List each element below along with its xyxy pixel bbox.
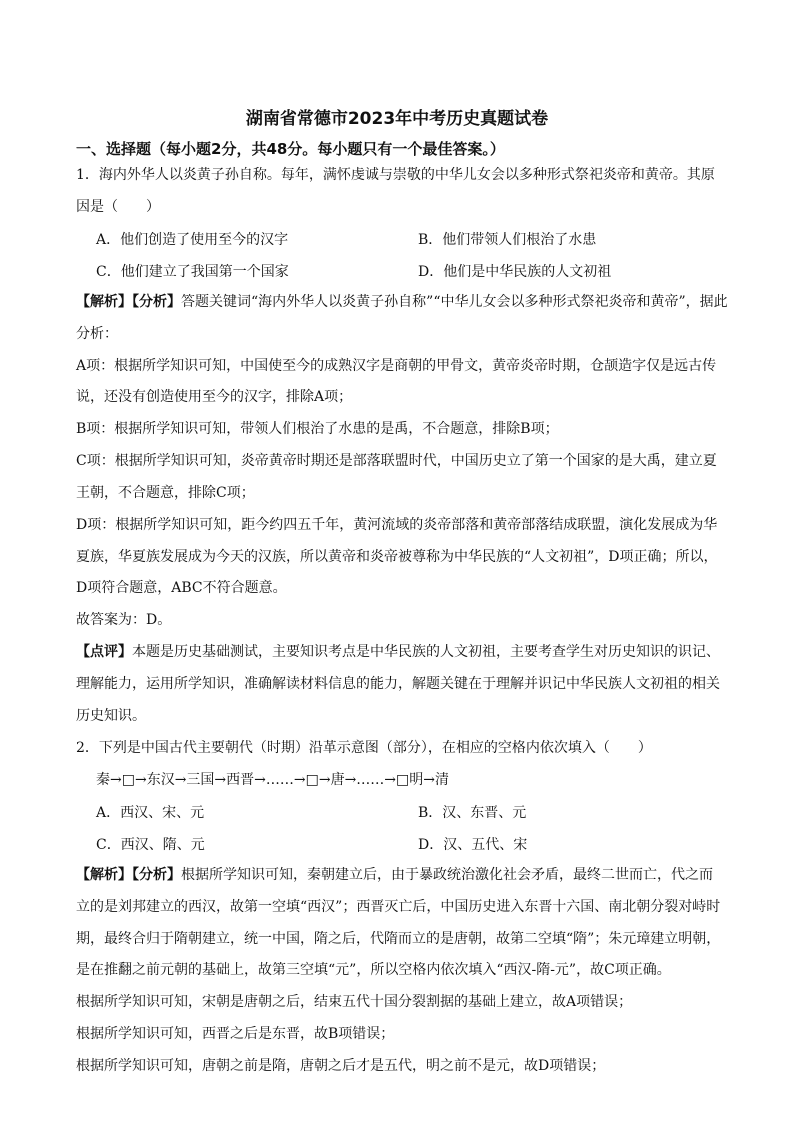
q2-option-d: D．汉、五代、宋 [418,837,528,853]
q2-option-a: A．西汉、宋、元 [96,805,205,821]
q2-analysis-line-3: 期，最终合归于隋朝建立，统一中国，隋之后，代隋而立的是唐朝，故第二空填“隋”；朱元璋建立明朝， [76,931,721,947]
q1-analysis-line-2: 分析： [76,326,118,342]
q2-option-c: C．西汉、隋、元 [96,837,205,853]
q1-comment-line-3: 历史知识。 [76,708,146,724]
q1-analysis-line-6: C项：根据所学知识可知，炎帝黄帝时期还是部落联盟时代，中国历史立了第一个国家的是大禹，建立夏 [76,453,717,469]
page-title: 湖南省常德市2023年中考历史真题试卷 [245,109,549,129]
q1-analysis-line-5: B项：根据所学知识可知，带领人们根治了水患的是禹，不合题意，排除B项； [76,421,559,437]
q1-option-c: C．他们建立了我国第一个国家 [96,264,289,280]
q1-analysis-line-7: 王朝，不合题意，排除C项； [76,485,255,501]
q2-tag-fenxi: 【分析】 [132,867,181,883]
q1-comment-line-1 [76,643,726,661]
q1-answer: 故答案为：D。 [76,612,172,628]
q1-analysis-line-4: 说，还没有创造使用至今的汉字，排除A项； [76,389,353,405]
q1-comment-text-1: 本题是历史基础测试，主要知识考点是中华民族的人文初祖，主要考查学生对历史知识的识记、 [132,644,720,660]
q2-option-b: B．汉、东晋、元 [418,805,527,821]
q1-stem-line-2: 因是（ ） [76,199,160,215]
q1-analysis-line-8: D项：根据所学知识可知，距今约四五千年，黄河流域的炎帝部落和黄帝部落结成联盟，演化发展成为华 [76,517,718,533]
section-heading: 一、选择题（每小题2分，共48分。每小题只有一个最佳答案。） [76,140,505,158]
q1-analysis-line-10: D项符合题意，ABC不符合题意。 [76,580,287,596]
q2-analysis-text-1: 根据所学知识可知，秦朝建立后，由于暴政统治激化社会矛盾，最终二世而亡，代之而 [181,867,713,883]
q2-analysis-line-5: 根据所学知识可知，宋朝是唐朝之后，结束五代十国分裂割据的基础上建立，故A项错误； [76,994,633,1010]
q1-analysis-line-1 [76,293,726,311]
q2-analysis-line-7: 根据所学知识可知，唐朝之前是隋，唐朝之后才是五代，明之前不是元，故D项错误； [76,1058,606,1074]
q2-dynasty-sequence: 秦→□→东汉→三国→西晋→……→□→唐→……→□明→清 [96,772,449,788]
q1-stem-line-1: 1．海内外华人以炎黄子孙自称。每年，满怀虔诚与崇敬的中华儿女会以多种形式祭祀炎帝和黄帝。其原 [76,167,715,183]
q1-option-d: D．他们是中华民族的人文初祖 [418,264,612,280]
q1-option-a: A．他们创造了使用至今的汉字 [96,232,289,248]
q1-tag-jiexi: 【解析】 [76,294,132,310]
q2-analysis-line-6: 根据所学知识可知，西晋之后是东晋，故B项错误； [76,1026,395,1042]
q2-analysis-line-2: 立的是刘邦建立的西汉，故第一空填“西汉”；西晋灭亡后，中国历史进入东晋十六国、南北朝分裂对峙时 [76,899,721,915]
q1-option-b: B．他们带领人们根治了水患 [418,232,597,248]
q1-comment-line-2: 理解能力，运用所学知识，准确解读材料信息的能力，解题关键在于理解并识记中华民族人文初祖的相关 [76,676,720,692]
q1-analysis-text-1: 答题关键词“海内外华人以炎黄子孙自称”“中华儿女会以多种形式祭祀炎帝和黄帝”，据此 [181,294,728,310]
q1-analysis-line-9: 夏族，华夏族发展成为今天的汉族，所以黄帝和炎帝被尊称为中华民族的“人文初祖”，D项正确；所以， [76,549,718,565]
q2-stem: 2．下列是中国古代主要朝代（时期）沿革示意图（部分），在相应的空格内依次填入（ ） [76,740,652,756]
q1-tag-fenxi: 【分析】 [132,294,181,310]
q2-analysis-line-1 [76,866,726,884]
q1-analysis-line-3: A项：根据所学知识可知，中国使至今的成熟汉字是商朝的甲骨文，黄帝炎帝时期，仓颉造字仅是远古传 [76,358,717,374]
q2-tag-jiexi: 【解析】 [76,867,132,883]
q1-tag-dianping: 【点评】 [76,644,132,660]
q2-analysis-line-4: 是在推翻之前元朝的基础上，故第三空填“元”，所以空格内依次填入“西汉-隋-元”，故C项正确。 [76,962,671,978]
